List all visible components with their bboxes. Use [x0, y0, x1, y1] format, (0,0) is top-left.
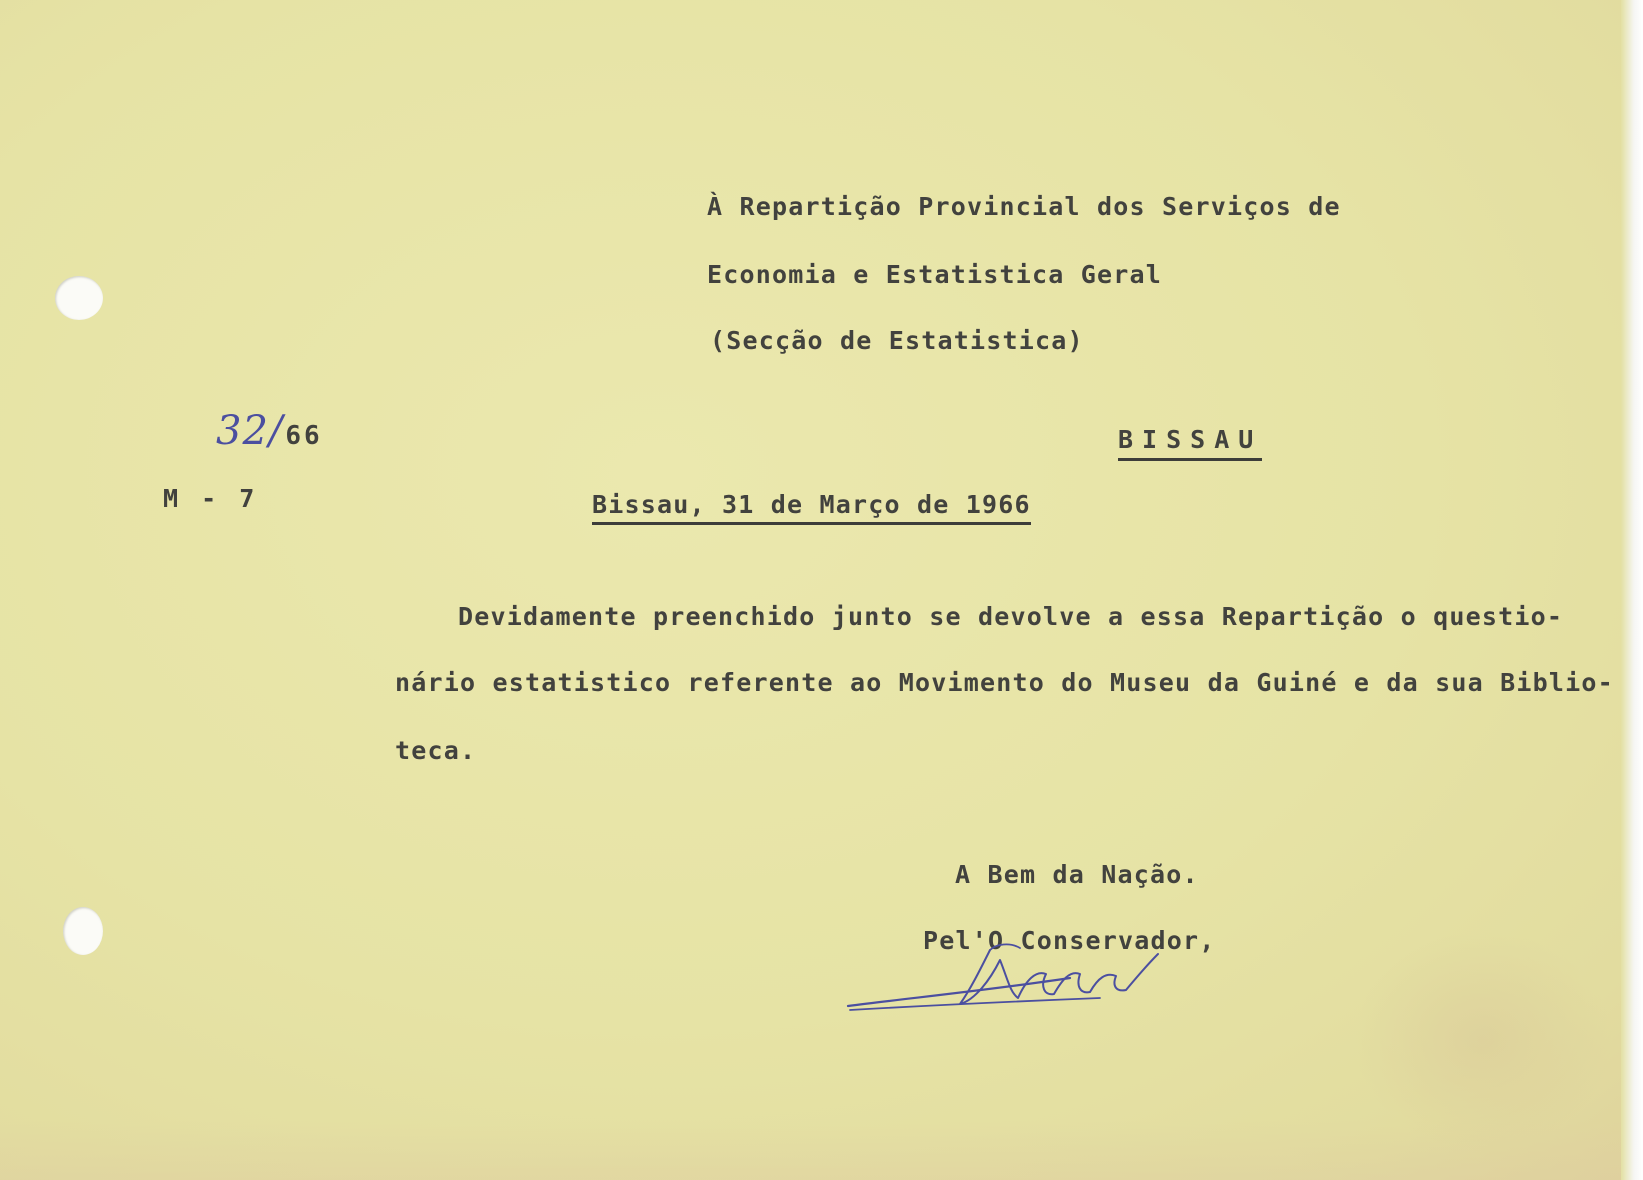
body-line-2: nário estatistico referente ao Movimento do Museu da Guiné e da sua Biblio-: [395, 668, 1614, 697]
paper-right-edge: [1621, 0, 1643, 1180]
letter-date: Bissau, 31 de Março de 1966: [592, 490, 1031, 525]
recipient-city: BISSAU: [1118, 425, 1262, 461]
recipient-line-2: Economia e Estatistica Geral: [707, 260, 1163, 289]
punch-hole-bottom: [63, 907, 103, 955]
punch-hole-top: [55, 276, 103, 320]
paper-bottom-edge: [0, 1120, 1643, 1180]
recipient-line-1: À Repartição Provincial dos Serviços de: [707, 192, 1341, 221]
reference-typed: 66: [285, 421, 323, 451]
closing-phrase: A Bem da Nação.: [955, 860, 1199, 889]
signoff-line: Pel'O Conservador,: [923, 926, 1216, 955]
paper-stain: [1353, 930, 1613, 1150]
reference-handwritten: 32/: [216, 408, 284, 454]
body-line-3: teca.: [395, 736, 477, 765]
reference-number: [216, 408, 323, 454]
body-line-1: Devidamente preenchido junto se devolve a essa Repartição o questio-: [458, 602, 1564, 631]
handwritten-signature: [840, 920, 1200, 1020]
recipient-line-3: (Secção de Estatistica): [710, 326, 1084, 355]
file-mark: M - 7: [163, 484, 259, 513]
